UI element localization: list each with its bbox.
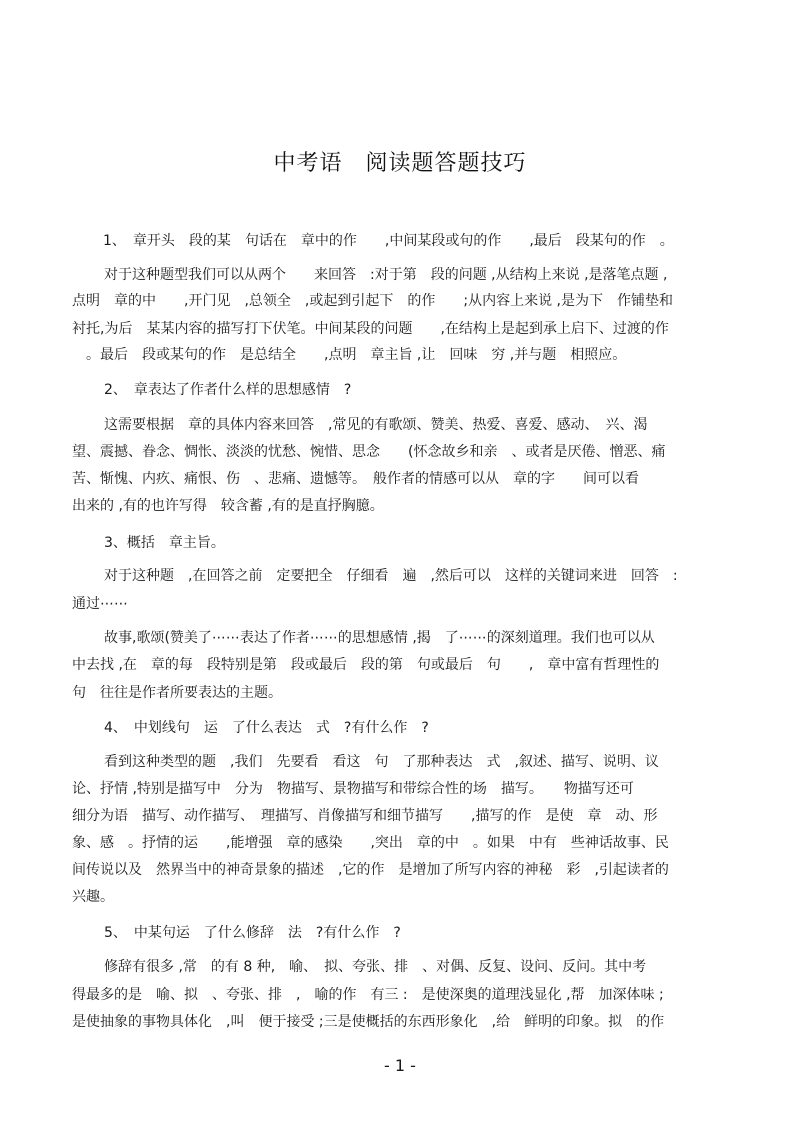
paragraph-line: 得最多的是 喻、拟 、夸张、排 , 喻的作 有三 : 是使深奥的道理浅显化 ,帮 加深体味 ;: [72, 987, 664, 1003]
heading-q4: 4、 中划线句 运 了什么表达 式 ?有什么作 ?: [104, 720, 429, 736]
paragraph-line: 苦、惭愧、内疚、痛恨、伤 、悲痛、遗憾等。 般作者的情感可以从 章的字 间可以看: [72, 471, 639, 487]
paragraph-line: 出来的 ,有的也许写得 较含蓄 ,有的是直抒胸臆。: [72, 498, 384, 514]
paragraph-line: 看到这种类型的题 ,我们 先要看 看这 句 了那种表达 式 ,叙述、描写、说明、议: [104, 754, 659, 770]
paragraph-line: 是使抽象的事物具体化 ,叫 便于接受 ;三是使概括的东西形象化 ,给 鲜明的印象。拟 的作: [72, 1014, 665, 1030]
paragraph-line: 衬托,为后 某某内容的描写打下伏笔。中间某段的问题 ,在结构上是起到承上启下、过渡的作: [72, 321, 669, 337]
paragraph-line: 故事,歌颂(赞美了⋯⋯表达了作者⋯⋯的思想感情 ,揭 了⋯⋯的深刻道理。我们也可以从: [104, 630, 655, 646]
paragraph-line: 望、震撼、眷念、惆怅、淡淡的忧愁、惋惜、思念 (怀念故乡和亲 、或者是厌倦、憎恶、痛: [72, 444, 666, 460]
heading-q2: 2、 章表达了作者什么样的思想感情 ?: [104, 382, 352, 398]
paragraph-line: 这需要根据 章的具体内容来回答 ,常见的有歌颂、赞美、热爱、喜爱、感动、 兴、渴: [104, 417, 648, 433]
page-number: - 1 -: [384, 1056, 416, 1075]
document-title: 中考语 阅读题答题技巧: [273, 151, 527, 176]
paragraph-line: 象、感 。抒情的运 ,能增强 章的感染 ,突出 章的中 。如果 中有 些神话故事、民: [72, 835, 669, 851]
heading-q3: 3、概括 章主旨。: [104, 535, 225, 551]
paragraph-line: 论、抒情 ,特别是描写中 分为 物描写、景物描写和带综合性的场 描写。 物描写还可: [72, 781, 634, 797]
paragraph-line: 点明 章的中 ,开门见 ,总领全 ,或起到引起下 的作 ;从内容上来说 ,是为下 作铺垫和: [72, 293, 673, 309]
paragraph-line: 中去找 ,在 章的每 段特别是第 段或最后 段的第 句或最后 句 , 章中富有哲理性的: [72, 657, 660, 673]
paragraph-line: 兴趣。: [72, 889, 114, 905]
paragraph-line: 句 往往是作者所要表达的主题。: [72, 685, 282, 701]
paragraph-line: 修辞有很多 ,常 的有 8 种, 喻、 拟、夸张、排 、对偶、反复、设问、反问。其中考: [104, 959, 647, 975]
paragraph-line: 间传说以及 然界当中的神奇景象的描述 ,它的作 是增加了所写内容的神秘 彩 ,引起读者的: [72, 862, 669, 878]
paragraph-line: 对于这种题型我们可以从两个 来回答 :对于第 段的问题 ,从结构上来说 ,是落笔点题 ,: [104, 267, 668, 283]
heading-q5: 5、 中某句运 了什么修辞 法 ?有什么作 ?: [104, 925, 401, 941]
paragraph-line: 对于这种题 ,在回答之前 定要把全 仔细看 遍 ,然后可以 这样的关键词来进 回答 :: [104, 568, 678, 584]
paragraph-line: 。最后 段或某句的作 是总结全 ,点明 章主旨 ,让 回味 穷 ,并与题 相照应。: [72, 347, 627, 363]
heading-q1: 1、 章开头 段的某 句话在 章中的作 ,中间某段或句的作 ,最后 段某句的作 。: [103, 233, 674, 249]
paragraph-line: 细分为语 描写、动作描写、 理描写、肖像描写和细节描写 ,描写的作 是使 章 动、形: [72, 808, 658, 824]
paragraph-line: 通过⋯⋯: [72, 596, 128, 612]
